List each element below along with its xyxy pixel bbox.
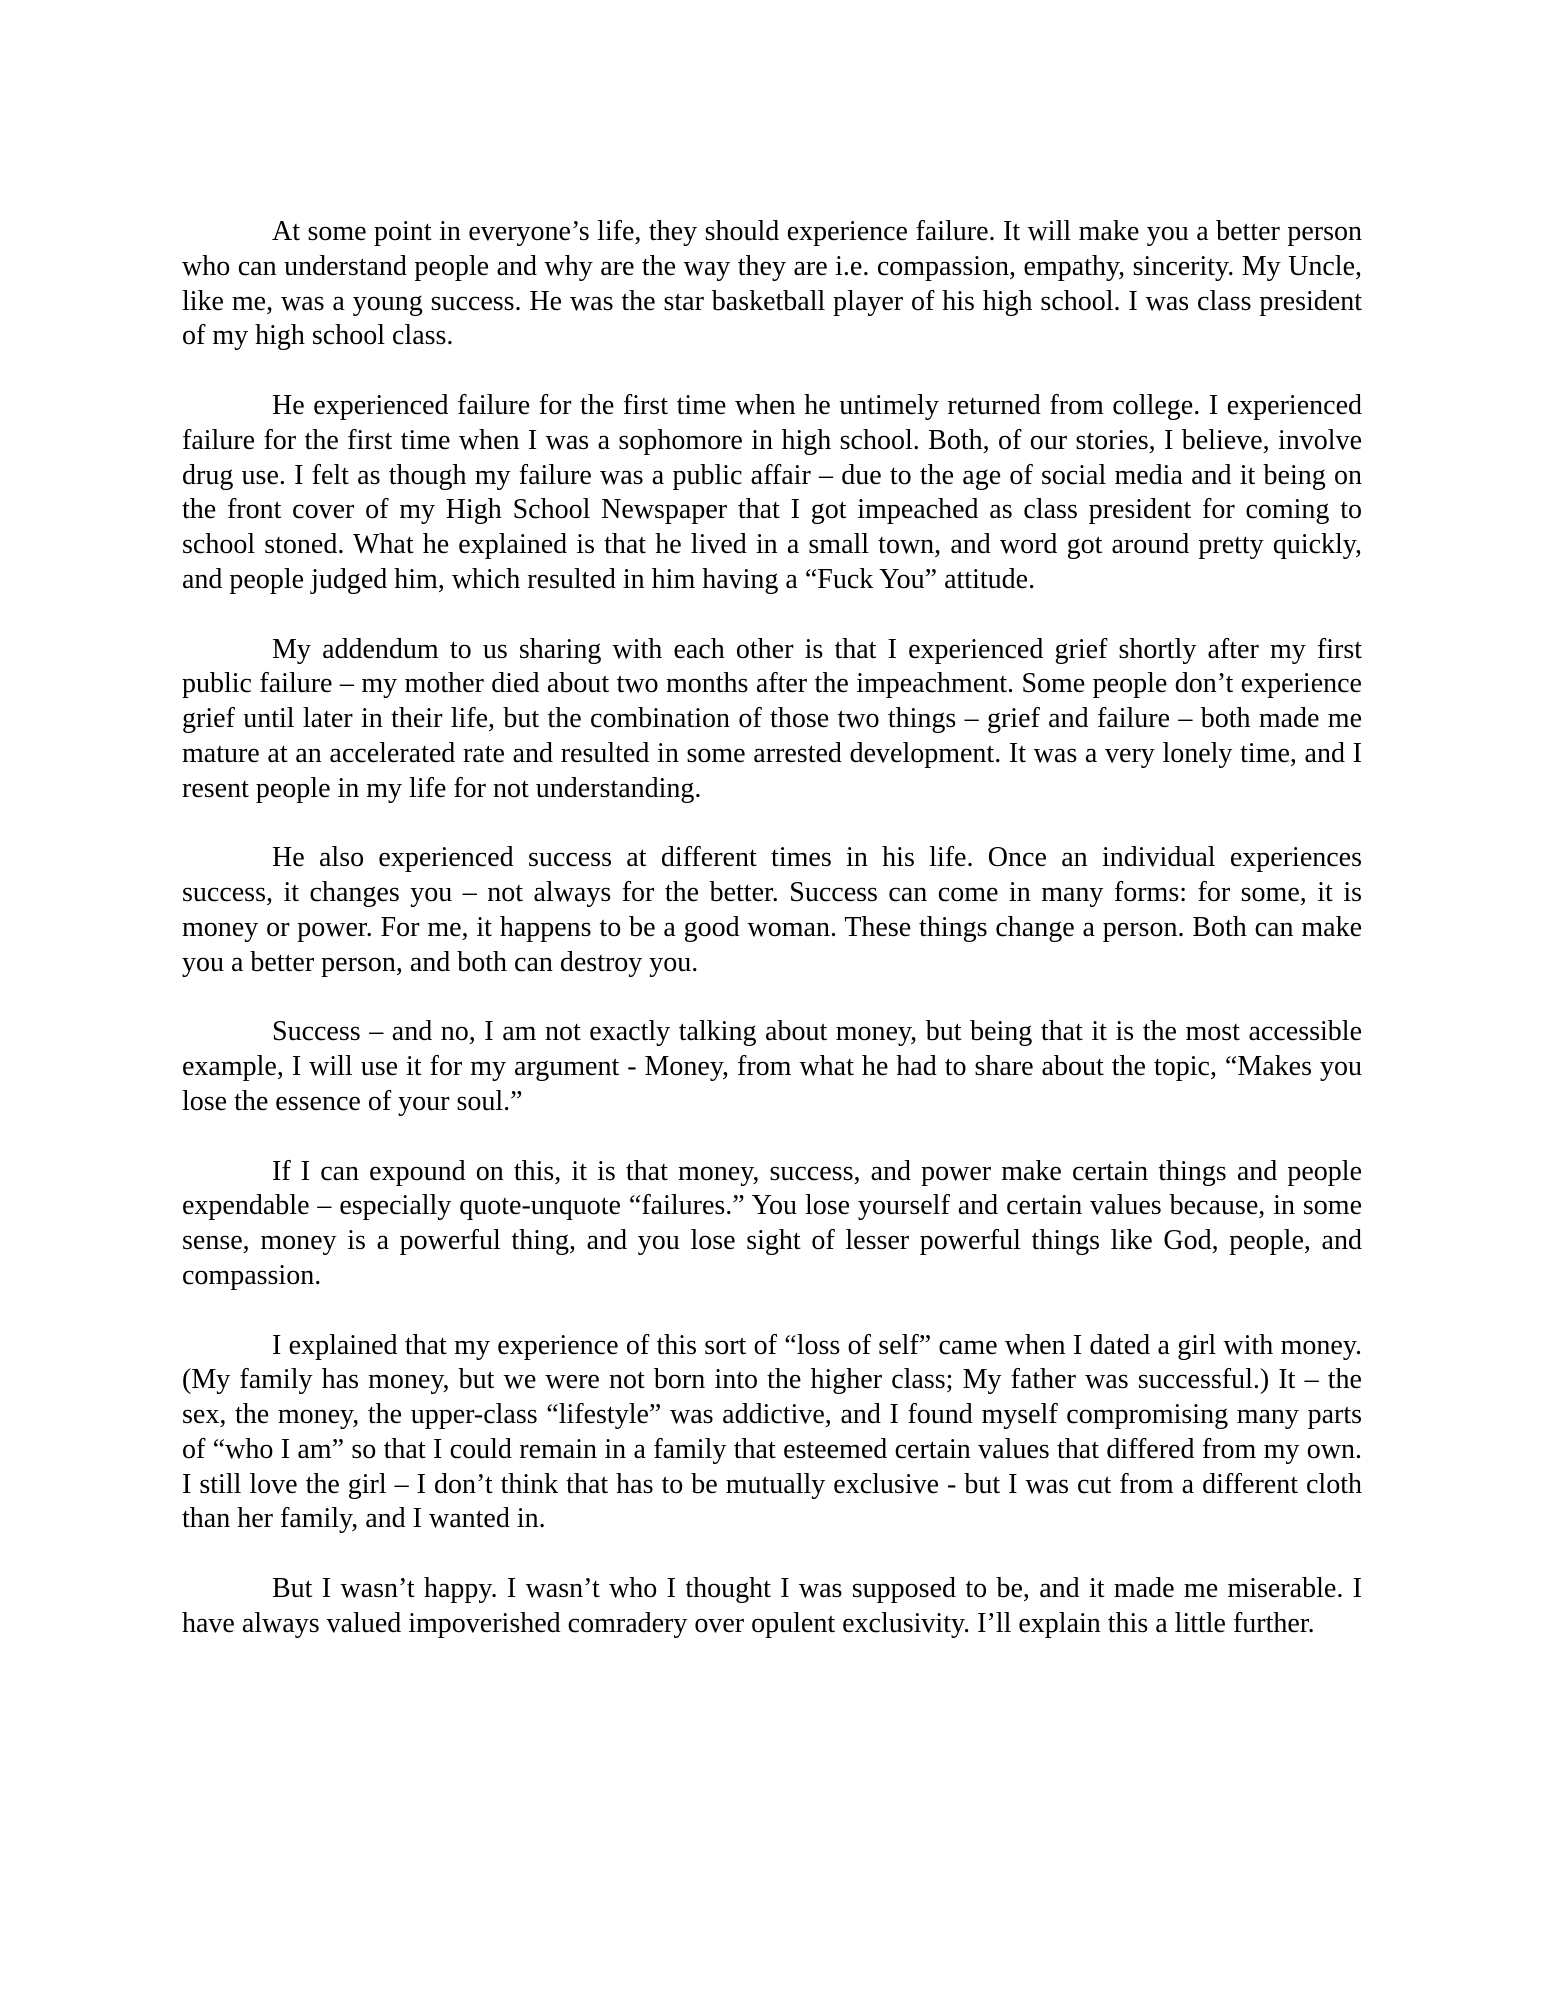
- paragraph-7: I explained that my experience of this sort of “loss of self” came when I dated a girl with money. (My family has money, but we were not born into the higher class; My father was successful.) It – the sex, the money, the upper-class “lifestyle” was addictive, and I found myself compromising many parts of “who I am” so that I could remain in a family that esteemed certain values that differed from my own. I still love the girl – I don’t think that has to be mutually exclusive - but I was cut from a different cloth than her family, and I wanted in.: [182, 1329, 1362, 1535]
- paragraph-5: Success – and no, I am not exactly talking about money, but being that it is the most accessible example, I will use it for my argument - Money, from what he had to share about the topic, “Makes you lose the essence of your soul.”: [182, 1016, 1362, 1117]
- document-body: [182, 215, 1362, 1642]
- paragraph-1: At some point in everyone’s life, they should experience failure. It will make you a better person who can understand people and why are the way they are i.e. compassion, empathy, sincerity. My Uncle, like me, was a young success. He was the star basketball player of his high school. I was class president of my high school class.: [182, 216, 1362, 352]
- paragraph-8: But I wasn’t happy. I wasn’t who I thought I was supposed to be, and it made me miserable. I have always valued impoverished comradery over opulent exclusivity. I’ll explain this a little further.: [182, 1573, 1362, 1639]
- paragraph-3: My addendum to us sharing with each other is that I experienced grief shortly after my first public failure – my mother died about two months after the impeachment. Some people don’t experience grief until later in their life, but the combination of those two things – grief and failure – both made me mature at an accelerated rate and resulted in some arrested development. It was a very lonely time, and I resent people in my life for not understanding.: [182, 633, 1362, 804]
- paragraph-4: He also experienced success at different times in his life. Once an individual experiences success, it changes you – not always for the better. Success can come in many forms: for some, it is money or power. For me, it happens to be a good woman. These things change a person. Both can make you a better person, and both can destroy you.: [182, 842, 1362, 978]
- paragraph-2: He experienced failure for the first time when he untimely returned from college. I experienced failure for the first time when I was a sophomore in high school. Both, of our stories, I believe, involve drug use. I felt as though my failure was a public affair – due to the age of social media and it being on the front cover of my High School Newspaper that I got impeached as class president for coming to school stoned. What he explained is that he lived in a small town, and word got around pretty quickly, and people judged him, which resulted in him having a “Fuck You” attitude.: [182, 389, 1362, 595]
- paragraph-6: If I can expound on this, it is that money, success, and power make certain things and people expendable – especially quote-unquote “failures.” You lose yourself and certain values because, in some sense, money is a powerful thing, and you lose sight of lesser powerful things like God, people, and compassion.: [182, 1155, 1362, 1291]
